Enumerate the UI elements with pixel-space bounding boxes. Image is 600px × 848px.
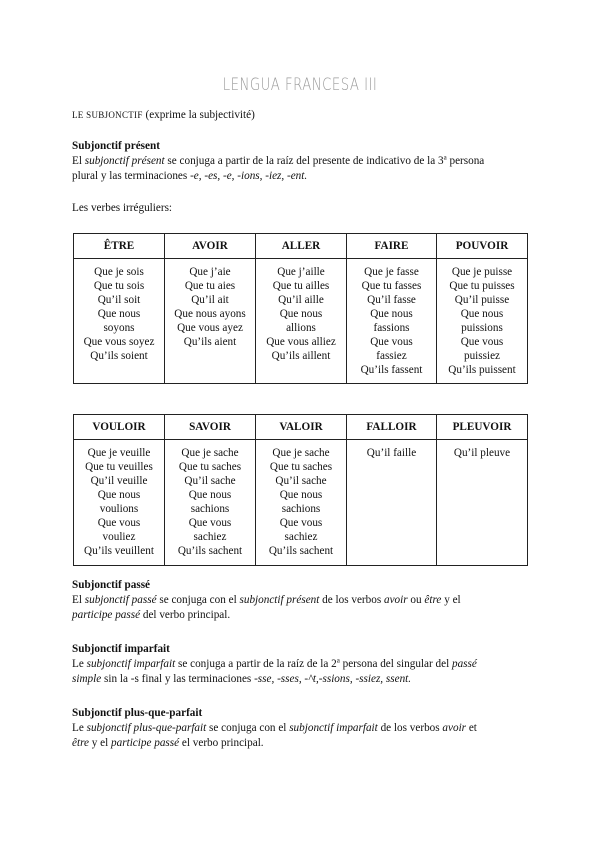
conjugation-line: Que tu aies: [184, 280, 236, 292]
present-heading: Subjonctif présent: [72, 140, 160, 152]
table-header-row: [74, 234, 528, 259]
conjugation-line: Qu’il pleuve: [453, 447, 511, 459]
conjugation-line: vouliez: [102, 531, 136, 543]
conjugation-line: Que vous: [279, 517, 323, 529]
passe-paragraph-line1: [72, 593, 532, 608]
conjugation-line: Que nous: [460, 308, 504, 320]
text: de los verbos: [377, 722, 443, 734]
term-italic: subjonctif imparfait: [289, 722, 378, 734]
conjugation-cell: [165, 259, 256, 384]
text: y el: [441, 594, 461, 606]
text: el verbo principal.: [179, 737, 264, 749]
text: persona del singular del: [339, 658, 452, 670]
term-italic: subjonctif présent: [84, 155, 165, 167]
term-italic: avoir: [442, 722, 467, 734]
conjugation-line: sachiez: [193, 531, 227, 543]
term-italic: simple: [72, 673, 102, 685]
conjugation-line: fassions: [373, 322, 410, 334]
text: se conjuga a partir de la raíz de la 2: [175, 658, 337, 670]
conjugation-cell: [256, 440, 347, 566]
conjugation-line: voulions: [99, 503, 139, 515]
text: sin la -s final y las terminaciones: [101, 673, 255, 685]
conjugation-line: fassiez: [376, 350, 407, 362]
header-falloir: FALLOIR: [347, 415, 437, 440]
conjugation-line: sachiez: [284, 531, 318, 543]
conjugation-line: soyons: [103, 322, 135, 334]
conjugation-line: Qu’ils fassent: [360, 364, 423, 376]
plusque-paragraph-line1: [72, 721, 532, 736]
endings-italic: -sse, -sses, -^t,-ssions, -ssiez, ssent.: [254, 673, 412, 685]
conjugation-line: puissions: [461, 322, 503, 334]
page-title: LENGUA FRANCESA III: [222, 75, 378, 95]
conjugation-line: Qu’ils sachent: [177, 545, 243, 557]
conjugation-line: Que je veuille: [87, 447, 151, 459]
text: se conjuga con el: [206, 722, 290, 734]
conjugation-line: puissiez: [463, 350, 501, 362]
conjugation-line: Qu’il fasse: [367, 294, 416, 306]
conjugation-cell: [256, 259, 347, 384]
endings-italic: -e, -es, -e, -ions, -iez, -ent.: [190, 170, 308, 182]
irregular-verbs-label: [72, 201, 532, 216]
conjugation-line: Qu’il soit: [97, 294, 141, 306]
conjugation-line: Que tu saches: [269, 461, 333, 473]
term-italic: participe passé: [111, 737, 180, 749]
conjugation-line: Que vous alliez: [266, 336, 336, 348]
term-italic: subjonctif imparfait: [86, 658, 176, 670]
imparfait-heading: Subjonctif imparfait: [72, 643, 170, 655]
text: ou: [407, 594, 425, 606]
conjugation-line: Qu’il ait: [191, 294, 229, 306]
term-italic: être: [424, 594, 442, 606]
conjugation-line: Que je fasse: [364, 266, 419, 278]
term-italic: subjonctif plus-que-parfait: [86, 722, 207, 734]
superscript: a: [336, 656, 340, 665]
plusque-heading: Subjonctif plus-que-parfait: [72, 707, 203, 719]
conjugation-cell: [165, 440, 256, 566]
intro-line: [72, 108, 532, 123]
conjugation-line: Qu’ils veuillent: [84, 545, 154, 557]
conjugation-cell: [74, 259, 165, 384]
conjugation-line: Que nous ayons: [174, 308, 246, 320]
conjugation-line: Que vous: [370, 336, 413, 348]
table-header-row: [74, 415, 528, 440]
conjugation-line: Que je sache: [181, 447, 239, 459]
present-paragraph-line1: [72, 154, 532, 169]
term-italic: passé: [451, 658, 477, 670]
conjugation-line: Que tu saches: [178, 461, 242, 473]
conjugation-line: Que nous: [97, 308, 141, 320]
term-italic: participe passé: [72, 609, 141, 621]
text: Le: [72, 722, 87, 734]
conjugation-line: Qu’ils aillent: [271, 350, 331, 362]
conjugation-line: Qu’il sache: [184, 475, 236, 487]
text: de los verbos: [319, 594, 384, 606]
section-imparfait: [72, 642, 532, 687]
conjugation-line: Que nous: [188, 489, 232, 501]
table-row: [74, 440, 528, 566]
header-savoir: SAVOIR: [165, 415, 256, 440]
conjugation-line: Que vous: [460, 336, 504, 348]
text: del verbo principal.: [140, 609, 231, 621]
header-faire: FAIRE: [347, 234, 437, 259]
header-pouvoir: POUVOIR: [437, 234, 528, 259]
section-passe: [72, 578, 532, 623]
conjugation-line: Que tu fasses: [361, 280, 422, 292]
conjugation-line: Qu’il veuille: [90, 475, 148, 487]
subjonctif-note: (exprime la subjectivité): [142, 109, 255, 121]
text: plural y las terminaciones: [72, 170, 191, 182]
conjugation-line: Que je puisse: [451, 266, 513, 278]
conjugation-line: Que tu ailles: [272, 280, 330, 292]
text: se conjuga con el: [156, 594, 240, 606]
conjugation-line: Que je sois: [94, 266, 144, 278]
header-pleuvoir: PLEUVOIR: [437, 415, 528, 440]
header-avoir: AVOIR: [165, 234, 256, 259]
term-italic: subjonctif présent: [239, 594, 320, 606]
superscript: a: [443, 153, 447, 162]
text: El: [72, 155, 85, 167]
conjugation-cell: [347, 440, 437, 566]
conjugation-cell: [347, 259, 437, 384]
conjugation-line: Qu’il puisse: [454, 294, 510, 306]
text: persona: [446, 155, 485, 167]
subjonctif-label: LE SUBJONCTIF: [72, 110, 143, 120]
conjugation-line: Qu’ils sachent: [268, 545, 334, 557]
present-paragraph-line2: [72, 169, 532, 184]
conjugation-line: Que vous: [188, 517, 232, 529]
header-vouloir: VOULOIR: [74, 415, 165, 440]
conjugation-line: Qu’ils aient: [183, 336, 237, 348]
conjugation-line: allions: [286, 322, 316, 334]
conjugation-line: Que nous: [279, 308, 323, 320]
header-etre: ÊTRE: [74, 234, 165, 259]
term-italic: avoir: [384, 594, 408, 606]
conjugation-line: sachions: [281, 503, 321, 515]
text: Le: [72, 658, 87, 670]
passe-heading: Subjonctif passé: [72, 579, 151, 591]
conjugation-line: Que nous: [97, 489, 141, 501]
conjugation-line: Qu’il faille: [366, 447, 417, 459]
conjugation-line: Que vous ayez: [177, 322, 243, 334]
conjugation-line: Que j’aie: [189, 266, 231, 278]
term-italic: être: [72, 737, 89, 749]
conjugation-line: Qu’il sache: [275, 475, 327, 487]
term-italic: subjonctif passé: [84, 594, 157, 606]
conjugation-line: Que vous soyez: [83, 336, 155, 348]
passe-paragraph-line2: [72, 608, 532, 623]
text: y el: [88, 737, 112, 749]
text: se conjuga a partir de la raíz del presente de indicativo de la 3: [164, 155, 444, 167]
text: et: [466, 722, 477, 734]
conjugation-line: Qu’ils soient: [90, 350, 148, 362]
section-plus-que-parfait: [72, 706, 532, 751]
conjugation-line: Que vous: [97, 517, 141, 529]
irregular-verbs-table-2: [73, 414, 528, 566]
imparfait-paragraph-line2: [72, 672, 532, 687]
conjugation-cell: [437, 440, 528, 566]
conjugation-line: Que nous: [279, 489, 323, 501]
conjugation-cell: [437, 259, 528, 384]
conjugation-cell: [74, 440, 165, 566]
conjugation-line: sachions: [190, 503, 230, 515]
table-row: [74, 259, 528, 384]
text: El: [72, 594, 85, 606]
conjugation-line: Que tu veuilles: [85, 461, 153, 473]
conjugation-line: Que je sache: [272, 447, 330, 459]
header-aller: ALLER: [256, 234, 347, 259]
conjugation-line: Que tu puisses: [449, 280, 515, 292]
conjugation-line: Que nous: [370, 308, 413, 320]
header-valoir: VALOIR: [256, 415, 347, 440]
irregular-label-text: Les verbes irréguliers:: [72, 202, 173, 214]
section-present: [72, 139, 532, 184]
irregular-verbs-table-1: [73, 233, 528, 384]
conjugation-line: Qu’il aille: [278, 294, 324, 306]
conjugation-line: Qu’ils puissent: [448, 364, 516, 376]
conjugation-line: Que tu sois: [93, 280, 145, 292]
imparfait-paragraph-line1: [72, 657, 532, 672]
conjugation-line: Que j’aille: [277, 266, 325, 278]
plusque-paragraph-line2: [72, 736, 532, 751]
